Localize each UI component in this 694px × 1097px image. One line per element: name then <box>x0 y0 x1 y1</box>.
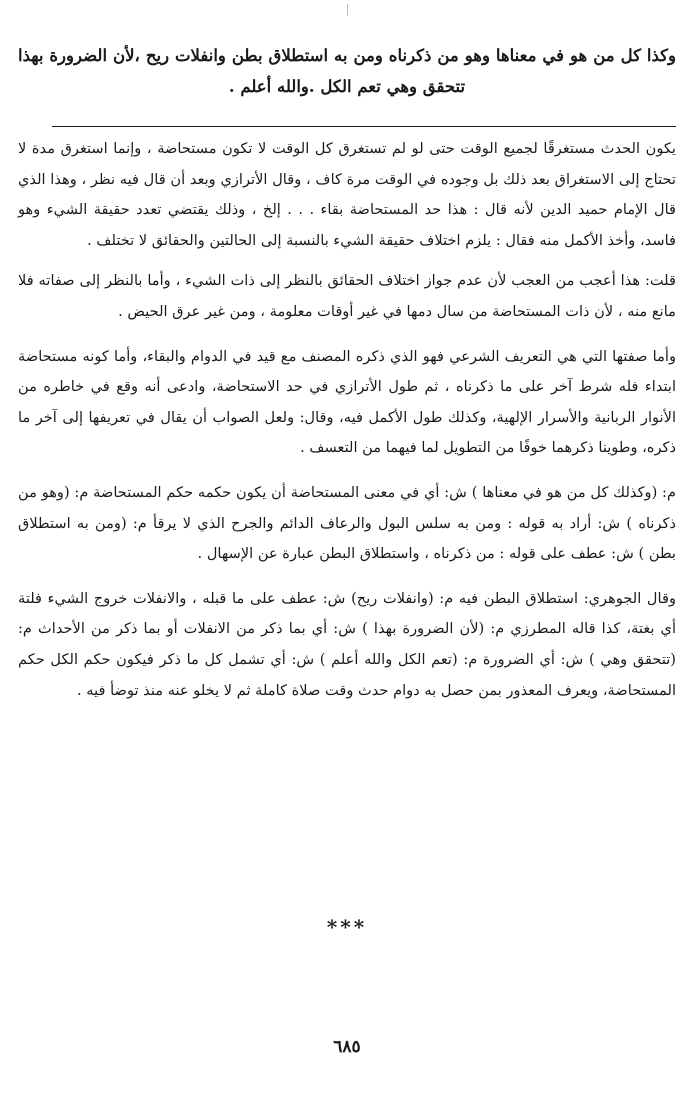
commentary-paragraph: وقال الجوهري: استطلاق البطن فيه م: (وانفلات ريح) ش: عطف على ما قبله ، والانفلات خروج الشيء فلتة أي بغتة، كذا قاله المطرزي م: (لأن الضرورة بهذا ) ش: أي بما ذكر من الانفلات أو بما ذكر من الأحداث م: (تتحقق وهي ) ش: أي الضرورة م: (تعم الكل والله أعلم ) ش: أي تشمل كل ما ذكر فيكون حكم الكل حكم المستحاضة، ويعرف المعذور بمن حصل به دوام حدث وقت صلاة كاملة ثم لا يخلو عنه منذ توضأ فيه . <box>18 589 676 699</box>
top-crease-mark <box>347 4 348 16</box>
separator-rule <box>52 126 676 127</box>
commentary-paragraph: وأما صفتها التي هي التعريف الشرعي فهو الذي ذكره المصنف مع قيد في الدوام والبقاء، وأما كونه مستحاضة ابتداء فله شرط آخر على ما ذكرناه ، ثم طول الأترازي في حد الاستحاضة، وادعى أنه وقع في خاطره من الأنوار الربانية والأسرار الإلهية، وكذلك طول الأكمل فيه، وقال: ولعل الصواب أن يقال في تعريفها إلى آخر ما ذكره، وطوينا ذكرهما خوفًا من التطويل لما فيهما من التعسف . <box>18 347 676 457</box>
commentary-body <box>18 134 676 716</box>
matn-text: وكذا كل من هو في معناها وهو من ذكرناه ومن به استطلاق بطن وانفلات ريح ،لأن الضرورة بهذا تتحقق وهي تعم الكل .والله أعلم . <box>18 46 676 96</box>
section-separator-stars: *** <box>326 915 368 939</box>
commentary-paragraph: قلت: هذا أعجب من العجب لأن عدم جواز اختلاف الحقائق بالنظر إلى ذات الشيء ، وأما بالنظر إلى صفاته فلا مانع منه ، لأن ذات المستحاضة من سال دمها في غير أوقات معلومة ، ومن غير عرق الحيض . <box>18 272 676 320</box>
page-number: ٦٨٥ <box>333 1037 361 1057</box>
commentary-paragraph: م: (وكذلك كل من هو في معناها ) ش: أي في معنى المستحاضة أن يكون حكمه حكم المستحاضة م: (وهو من ذكرناه ) ش: أراد به قوله : ومن به سلس البول والرعاف الدائم والجرح الذي لا يرقأ م: (ومن به استطلاق بطن ) ش: عطف على قوله : من ذكرناه ، واستطلاق البطن عبارة عن الإسهال . <box>18 483 676 563</box>
commentary-paragraph: يكون الحدث مستغرقًا لجميع الوقت حتى لو لم تستغرق كل الوقت لا تكون مستحاضة ، وإنما استغرق مدة لا تحتاج إلى الاستغراق بعد ذلك بل وجوده في الوقت مرة كاف ، وقال الأترازي وبعد أن قال فيه نظر ، وهذا الذي قال الإمام حميد الدين لأنه قال : هذا حد المستحاضة بقاء . . . إلخ ، وذلك يقتضي تعدد حقيقة الشيء وهو فاسد، وأخذ الأكمل منه فقال : يلزم اختلاف حقيقة الشيء بالنسبة إلى الحالتين والحقائق لا تختلف . <box>18 140 676 249</box>
